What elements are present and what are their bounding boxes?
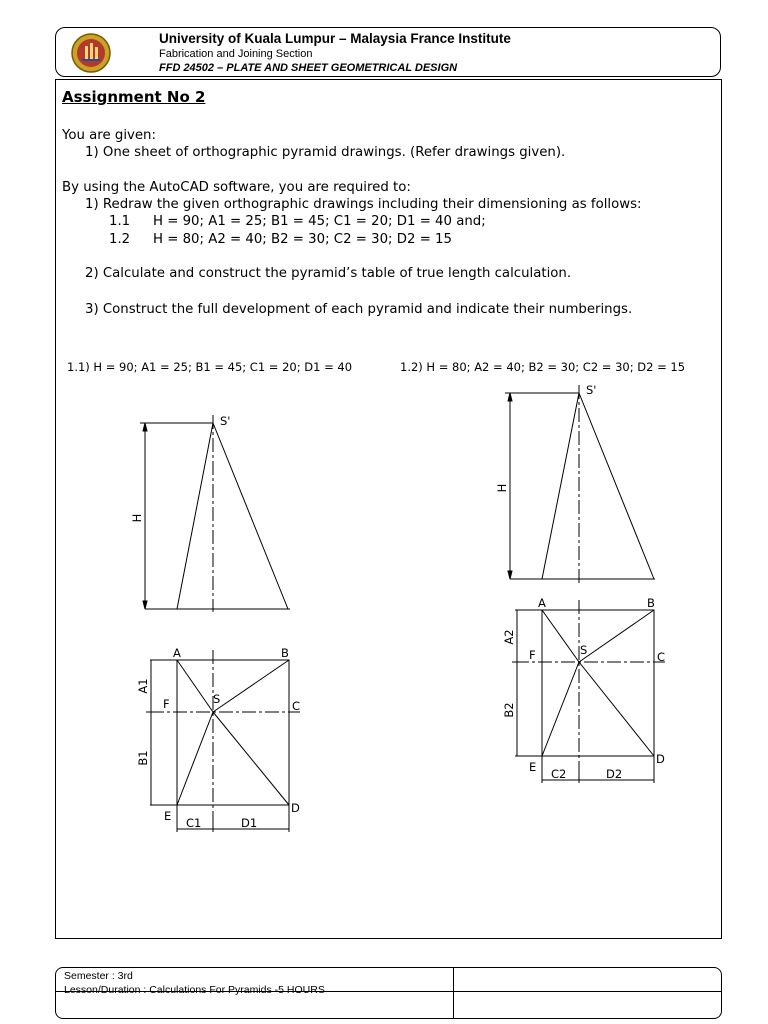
p1-label-a: A: [173, 646, 181, 660]
requirement-2: 2) Calculate and construct the pyramid’s table of true length calculation.: [85, 266, 572, 281]
p1-label-a1: A1: [136, 678, 150, 694]
footer-lesson-duration: Lesson/Duration : Calculations For Pyramids -5 HOURS: [64, 984, 325, 996]
p2-label-a: A: [538, 596, 546, 610]
pyramid-1-elevation: [140, 415, 290, 612]
given-item-1: 1) One sheet of orthographic pyramid drawings. (Refer drawings given).: [85, 145, 566, 160]
p2-label-b2: B2: [502, 702, 516, 718]
requirement-1-2-text: H = 80; A2 = 40; B2 = 30; C2 = 30; D2 = 15: [153, 232, 452, 247]
p2-label-d: D: [656, 752, 665, 766]
p2-label-f: F: [529, 648, 536, 662]
assignment-title: Assignment No 2: [62, 88, 206, 106]
p2-label-e: E: [529, 760, 537, 774]
p2-label-a2: A2: [502, 629, 516, 645]
requirement-1-1-text: H = 90; A1 = 25; B1 = 45; C1 = 20; D1 = 40 and;: [153, 214, 486, 229]
p2-apex-label: S': [586, 383, 597, 397]
p1-label-s: S: [213, 692, 221, 706]
drawing-1-caption: 1.1) H = 90; A1 = 25; B1 = 45; C1 = 20; D1 = 40: [67, 360, 353, 374]
p2-label-c: C: [657, 650, 666, 664]
pyramid-1-plan: [146, 650, 300, 832]
institute-name: University of Kuala Lumpur – Malaysia France Institute: [159, 31, 511, 46]
footer-semester: Semester : 3rd: [64, 970, 133, 982]
p2-label-d2: D2: [606, 767, 623, 781]
requirement-1-2-number: 1.2: [109, 232, 131, 247]
course-name: FFD 24502 – PLATE AND SHEET GEOMETRICAL DESIGN: [159, 62, 458, 74]
p2-height-label: H: [495, 483, 509, 493]
given-intro: You are given:: [62, 128, 156, 143]
footer-divider-vertical: [453, 967, 454, 1019]
p1-label-c1: C1: [186, 816, 202, 830]
p1-label-b: B: [281, 646, 289, 660]
requirement-1: 1) Redraw the given orthographic drawings including their dimensioning as follows:: [85, 197, 642, 212]
section-name: Fabrication and Joining Section: [159, 48, 313, 60]
p1-label-d1: D1: [241, 816, 258, 830]
p1-label-d: D: [291, 801, 300, 815]
p1-height-label: H: [130, 513, 144, 523]
p2-label-s: S: [580, 643, 588, 657]
p2-label-b: B: [647, 596, 655, 610]
requirement-1-1-number: 1.1: [109, 214, 131, 229]
pyramid-2-plan: [512, 600, 665, 783]
pyramid-2-elevation: [505, 385, 655, 583]
p1-label-b1: B1: [136, 750, 150, 766]
drawing-2-caption: 1.2) H = 80; A2 = 40; B2 = 30; C2 = 30; D2 = 15: [400, 360, 686, 374]
requirement-3: 3) Construct the full development of each pyramid and indicate their numberings.: [85, 302, 633, 317]
p2-label-c2: C2: [551, 767, 567, 781]
p1-label-c: C: [292, 699, 301, 713]
p1-apex-label: S': [220, 414, 231, 428]
p1-label-f: F: [163, 697, 170, 711]
p1-label-e: E: [164, 809, 172, 823]
required-intro: By using the AutoCAD software, you are required to:: [62, 180, 411, 195]
